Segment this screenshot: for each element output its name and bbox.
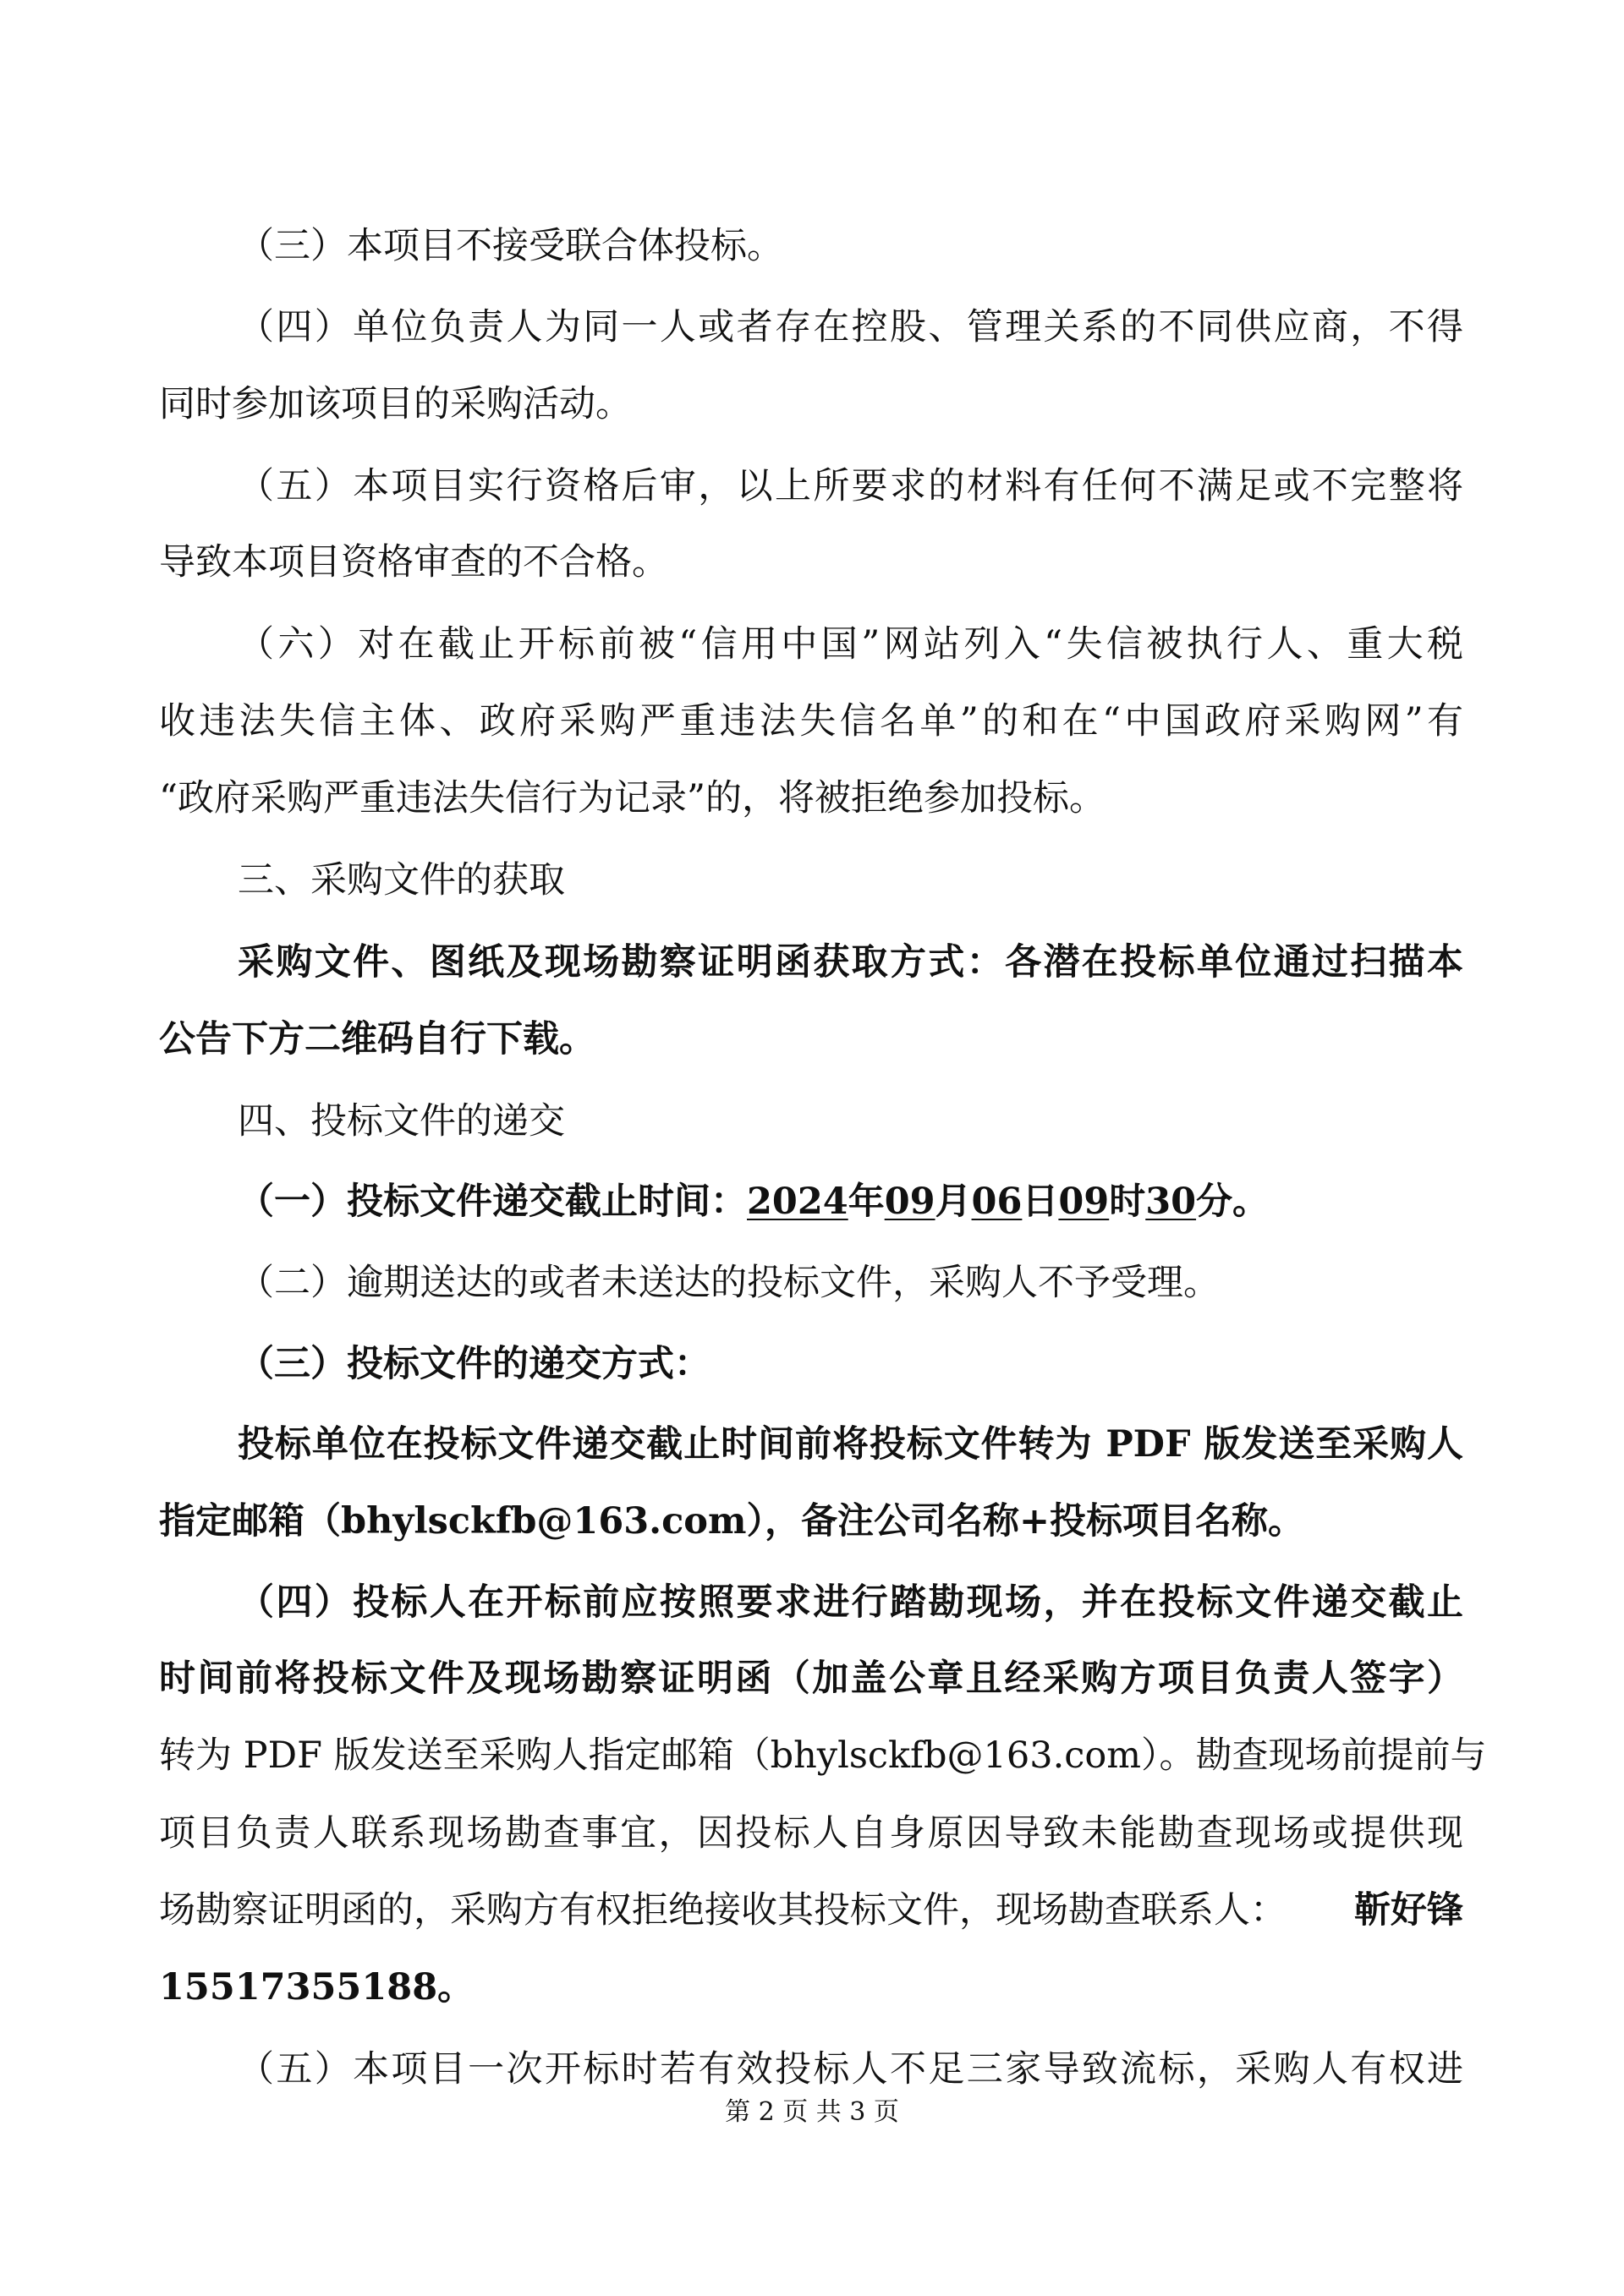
deadline-minute-unit: 分。 [1196,1181,1270,1223]
paragraph-submission-method-line-2: 指定邮箱（bhylsckfb@163.com），备注公司名称+投标项目名称。 [159,1500,1305,1543]
deadline-month: 09 [884,1181,935,1223]
paragraph-late-submission: （二）逾期送达的或者未送达的投标文件，采购人不予受理。 [238,1262,1220,1304]
paragraph-submission-method-heading: （三）投标文件的递交方式： [238,1343,710,1385]
paragraph-clause-5-line-1: （五）本项目实行资格后审，以上所要求的材料有任何不满足或不完整将 [238,465,1463,507]
paragraph-deadline [238,1176,1269,1227]
paragraph-clause-4-line-1: （四）单位负责人为同一人或者存在控股、管理关系的不同供应商，不得 [238,306,1463,348]
paragraph-clause-4-line-2: 同时参加该项目的采购活动。 [159,383,632,425]
deadline-minute: 30 [1145,1181,1197,1223]
paragraph-clause-6-line-3: “政府采购严重违法失信行为记录”的，将被拒绝参加投标。 [159,777,1106,819]
deadline-day-unit: 日 [1022,1181,1059,1223]
paragraph-acquisition-line-1: 采购文件、图纸及现场勘察证明函获取方式：各潜在投标单位通过扫描本 [238,941,1463,984]
deadline-hour-unit: 时 [1109,1181,1146,1223]
paragraph-submission-method-line-1: 投标单位在投标文件递交截止时间前将投标文件转为 PDF 版发送至采购人 [238,1423,1463,1466]
deadline-year-unit: 年 [848,1181,885,1223]
section-heading-4: 四、投标文件的递交 [238,1100,565,1143]
site-survey-contact-phone: 15517355188。 [159,1966,475,2008]
paragraph-clause-5-rebid: （五）本项目一次开标时若有效投标人不足三家导致流标，采购人有权进 [238,2048,1463,2091]
paragraph-site-survey-line-4: 项目负责人联系现场勘查事宜，因投标人自身原因导致未能勘查现场或提供现 [159,1812,1463,1855]
paragraph-site-survey-line-5 [159,1885,1463,1936]
paragraph-clause-3-joint-bid: （三）本项目不接受联合体投标。 [238,225,783,267]
section-heading-3: 三、采购文件的获取 [238,859,565,901]
deadline-day: 06 [971,1181,1023,1223]
paragraph-clause-5-line-2: 导致本项目资格审查的不合格。 [159,541,668,584]
paragraph-site-survey-line-1: （四）投标人在开标前应按照要求进行踏勘现场，并在投标文件递交截止 [238,1581,1463,1624]
deadline-month-unit: 月 [935,1181,972,1223]
deadline-prefix: （一）投标文件递交截止时间： [238,1181,747,1223]
deadline-hour: 09 [1058,1181,1110,1223]
paragraph-clause-6-line-1: （六）对在截止开标前被“信用中国”网站列入“失信被执行人、重大税 [238,623,1463,666]
site-survey-contact-name: 靳好锋 [1354,1889,1463,1932]
paragraph-clause-6-line-2: 收违法失信主体、政府采购严重违法失信名单”的和在“中国政府采购网”有 [159,700,1463,743]
paragraph-site-survey-line-2: 时间前将投标文件及现场勘察证明函（加盖公章且经采购方项目负责人签字） [159,1658,1463,1700]
paragraph-site-survey-line-3: 转为 PDF 版发送至采购人指定邮箱（bhylsckfb@163.com）。勘查现场前提前与 [159,1734,1487,1777]
page-number-footer: 第 2 页 共 3 页 [725,2097,899,2127]
deadline-year: 2024 [747,1181,848,1223]
site-survey-contact-text: 场勘察证明函的，采购方有权拒绝接收其投标文件，现场勘查联系人： [159,1889,1287,1932]
paragraph-acquisition-line-2: 公告下方二维码自行下载。 [159,1018,595,1060]
